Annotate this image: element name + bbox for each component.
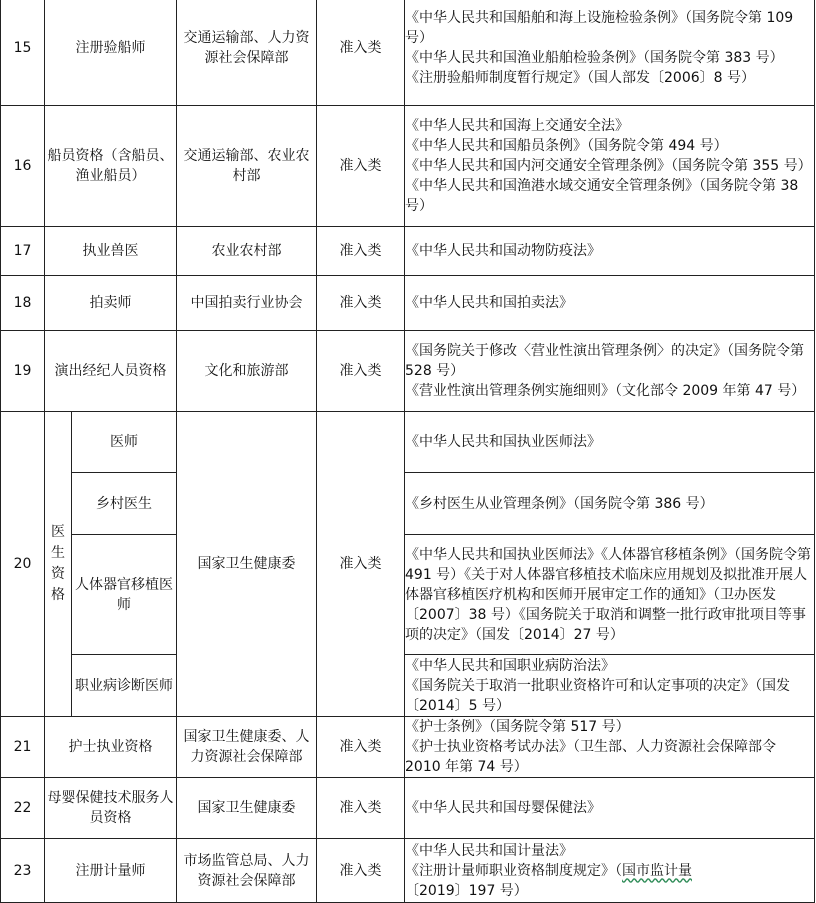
row-number: 16 (1, 106, 45, 227)
qualification-type: 准入类 (317, 412, 405, 717)
qualification-name: 护士执业资格 (45, 717, 177, 778)
table-row (1, 331, 815, 412)
table-row (1, 106, 815, 227)
basis-line: 《注册验船师制度暂行规定》（国人部发〔2006〕8 号） (405, 70, 755, 86)
basis-line: 《国务院关于取消一批职业资格许可和认定事项的决定》（国发〔2014〕5 号） (405, 677, 790, 714)
qualification-type: 准入类 (317, 106, 405, 227)
legal-basis (405, 276, 815, 331)
table-row (1, 227, 815, 276)
table-row (1, 839, 815, 903)
basis-line (405, 861, 814, 901)
department: 农业农村部 (177, 227, 317, 276)
row-number: 20 (1, 412, 45, 717)
basis-line: 《护士条例》（国务院令第 517 号） (405, 719, 630, 735)
row-number: 17 (1, 227, 45, 276)
qualification-type: 准入类 (317, 227, 405, 276)
qualification-name: 母婴保健技术服务人员资格 (45, 778, 177, 839)
row-number: 18 (1, 276, 45, 331)
department: 交通运输部、农业农村部 (177, 106, 317, 227)
table-row (1, 655, 815, 717)
basis-line: 《护士执业资格考试办法》（卫生部、人力资源社会保障部令 2010 年第 74 号） (405, 739, 776, 775)
qualification-name: 注册计量师 (45, 839, 177, 903)
qualification-type: 准入类 (317, 717, 405, 778)
basis-line: 《中华人民共和国执业医师法》《人体器官移植条例》（国务院令第 491 号）《关于对人体器官移植技术临床应用规划及拟批准开展人体器官移植医疗机构和医师开展审定工作的通知》（卫办医发〔2007〕38 号）《国务院关于取消和调整一批行政审批项目等事项的决定》（国发〔2014〕27 号） (405, 546, 811, 643)
qualification-name: 拍卖师 (45, 276, 177, 331)
basis-line: 《中华人民共和国海上交通安全法》 (405, 118, 629, 134)
basis-line: 《国务院关于修改〈营业性演出管理条例〉的决定》（国务院令第 528 号） (405, 343, 804, 379)
basis-line: 《中华人民共和国母婴保健法》 (405, 800, 601, 816)
sub-qualification-name: 医师 (72, 412, 177, 473)
qualification-name: 注册验船师 (45, 0, 177, 106)
basis-line: 《乡村医生从业管理条例》（国务院令第 386 号） (405, 495, 714, 512)
row-number: 21 (1, 717, 45, 778)
department: 交通运输部、人力资源社会保障部 (177, 0, 317, 106)
legal-basis (405, 655, 815, 717)
legal-basis (405, 0, 815, 106)
basis-line: 《中华人民共和国动物防疫法》 (405, 243, 601, 259)
legal-basis (405, 412, 815, 473)
basis-line: 《中华人民共和国职业病防治法》 (405, 657, 615, 674)
basis-line: 《中华人民共和国内河交通安全管理条例》（国务院令第 355 号） (405, 158, 812, 174)
sub-qualification-name: 人体器官移植医师 (72, 535, 177, 655)
row-number: 23 (1, 839, 45, 903)
basis-line: 《营业性演出管理条例实施细则》（文化部令 2009 年第 47 号） (405, 383, 806, 399)
legal-basis (405, 778, 815, 839)
legal-basis (405, 106, 815, 227)
department: 国家卫生健康委 (177, 778, 317, 839)
legal-basis (405, 331, 815, 412)
sub-qualification-name: 职业病诊断医师 (72, 655, 177, 717)
row-number: 22 (1, 778, 45, 839)
legal-basis (405, 839, 815, 903)
basis-line: 《中华人民共和国渔港水域交通安全管理条例》（国务院令第 38 号） (405, 178, 799, 214)
qualification-type: 准入类 (317, 839, 405, 903)
row-number: 15 (1, 0, 45, 106)
legal-basis (405, 227, 815, 276)
basis-line: 《中华人民共和国船舶和海上设施检验条例》（国务院令第 109 号） (405, 10, 794, 46)
qualification-type: 准入类 (317, 276, 405, 331)
sub-qualification-name: 乡村医生 (72, 473, 177, 535)
table-row (1, 276, 815, 331)
table-row (1, 412, 815, 473)
legal-basis (405, 717, 815, 778)
table-row (1, 717, 815, 778)
department: 市场监管总局、人力资源社会保障部 (177, 839, 317, 903)
qualification-name: 执业兽医 (45, 227, 177, 276)
basis-line: 《中华人民共和国计量法》 (405, 842, 573, 859)
basis-line: 《中华人民共和国船员条例》（国务院令第 494 号） (405, 138, 728, 154)
qualification-type: 准入类 (317, 0, 405, 106)
qualification-type: 准入类 (317, 778, 405, 839)
department: 文化和旅游部 (177, 331, 317, 412)
basis-line: 《中华人民共和国拍卖法》 (405, 295, 573, 311)
basis-fragment: 《注册计量师职业资格制度规定》（ (405, 862, 622, 879)
basis-line: 《中华人民共和国执业医师法》 (405, 434, 601, 450)
basis-fragment-underlined: 国市监计量 (622, 862, 692, 879)
department: 中国拍卖行业协会 (177, 276, 317, 331)
row-number: 19 (1, 331, 45, 412)
basis-line: 《中华人民共和国渔业船舶检验条例》（国务院令第 383 号） (405, 50, 784, 66)
qualification-name: 船员资格（含船员、渔业船员） (45, 106, 177, 227)
group-label (45, 412, 72, 717)
group-label-text: 医生资格 (51, 524, 65, 603)
qualification-type: 准入类 (317, 331, 405, 412)
table-row (1, 0, 815, 106)
table-row (1, 473, 815, 535)
qualification-name: 演出经纪人员资格 (45, 331, 177, 412)
table-row (1, 535, 815, 655)
department: 国家卫生健康委、人力资源社会保障部 (177, 717, 317, 778)
legal-basis (405, 535, 815, 655)
table-row (1, 778, 815, 839)
department: 国家卫生健康委 (177, 412, 317, 717)
basis-fragment: 〔2019〕197 号） (405, 882, 528, 899)
legal-basis (405, 473, 815, 535)
